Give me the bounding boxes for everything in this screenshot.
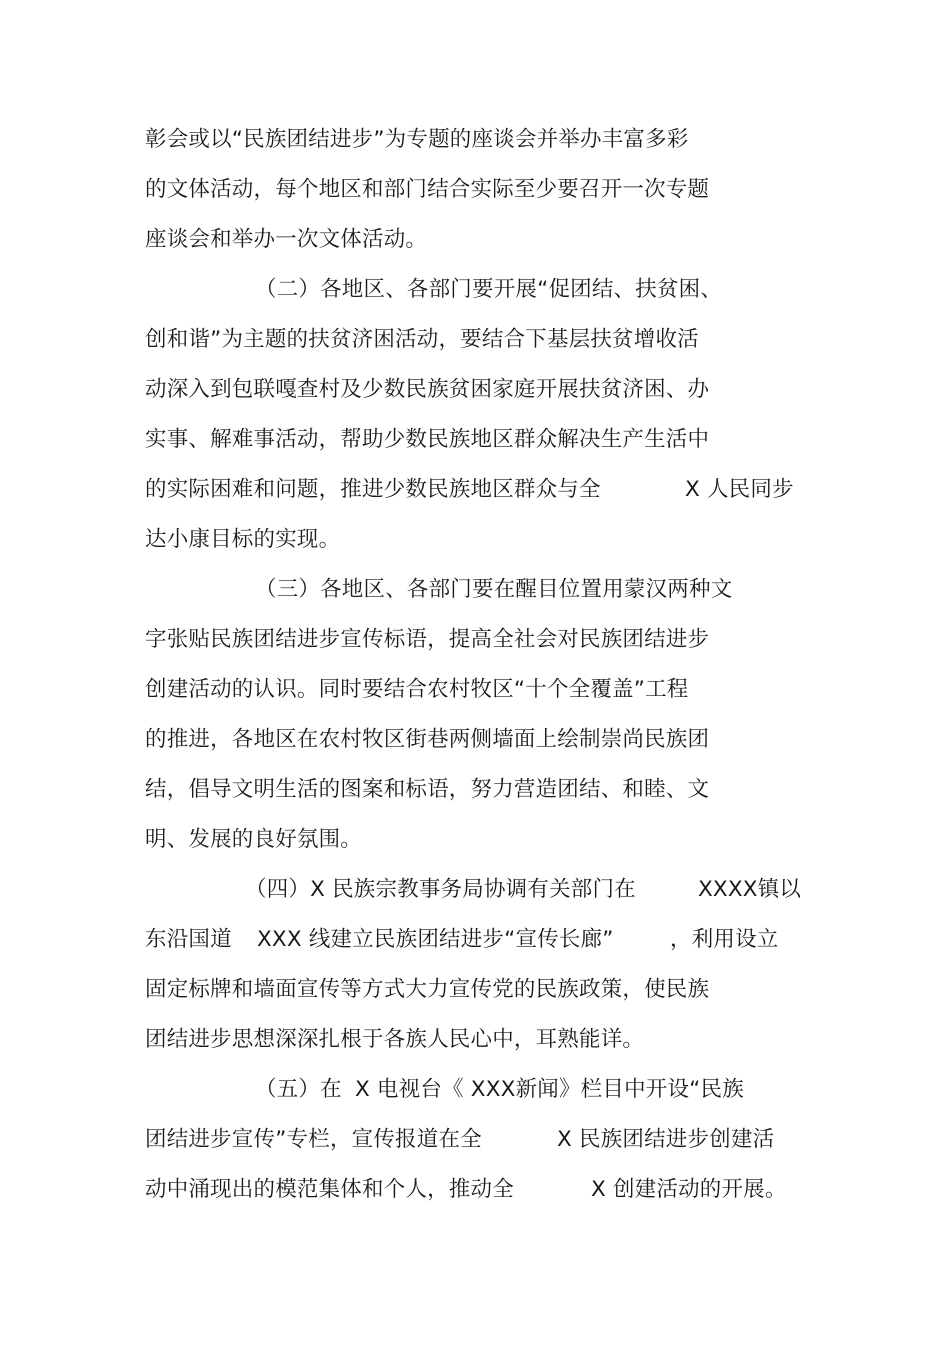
paragraph-4-line-2 bbox=[145, 925, 779, 955]
text-run: X 电视台《 XXX新闻》栏目中开设“民族 bbox=[355, 1077, 744, 1102]
paragraph-5-line-2 bbox=[145, 1125, 775, 1155]
text-run: 团结进步宣传”专栏，宣传报道在全 bbox=[145, 1127, 482, 1152]
paragraph-3-line-2 bbox=[145, 625, 710, 655]
text-run: 的文体活动，每个地区和部门结合实际至少要召开一次专题 bbox=[145, 177, 710, 202]
text-run: X 人民同步 bbox=[685, 477, 794, 502]
paragraph-2-line-5 bbox=[145, 475, 794, 505]
text-run: 实事、解难事活动，帮助少数民族地区群众解决生产生活中 bbox=[145, 427, 710, 452]
text-run: 字张贴民族团结进步宣传标语，提高全社会对民族团结进步 bbox=[145, 627, 710, 652]
text-run: XXXX镇以 bbox=[698, 877, 802, 902]
paragraph-2-line-3 bbox=[145, 375, 710, 405]
paragraph-1-line-2 bbox=[145, 175, 710, 205]
paragraph-3-line-6 bbox=[145, 825, 363, 855]
paragraph-4-line-4 bbox=[145, 1025, 645, 1055]
text-run: 东沿国道 bbox=[145, 927, 232, 952]
text-run: 达小康目标的实现。 bbox=[145, 527, 341, 552]
paragraph-2-line-1 bbox=[145, 275, 723, 305]
text-run: 座谈会和举办一次文体活动。 bbox=[145, 227, 428, 252]
paragraph-2-line-4 bbox=[145, 425, 710, 455]
text-run: 的推进，各地区在农村牧区街巷两侧墙面上绘制崇尚民族团 bbox=[145, 727, 710, 752]
text-run: 彰会或以“民族团结进步”为专题的座谈会并举办丰富多彩 bbox=[145, 127, 689, 152]
paragraph-4-line-3 bbox=[145, 975, 710, 1005]
text-run: （四）X 民族宗教事务局协调有关部门在 bbox=[245, 877, 636, 902]
text-run: 团结进步思想深深扎根于各族人民心中，耳熟能详。 bbox=[145, 1027, 645, 1052]
text-run: 结，倡导文明生活的图案和标语，努力营造团结、和睦、文 bbox=[145, 777, 710, 802]
paragraph-3-line-3 bbox=[145, 675, 689, 705]
paragraph-3-line-1 bbox=[145, 575, 733, 605]
text-run: （五）在 bbox=[255, 1077, 342, 1102]
paragraph-1-line-3 bbox=[145, 225, 428, 255]
paragraph-5-line-1 bbox=[145, 1075, 744, 1105]
paragraph-2-line-6 bbox=[145, 525, 341, 555]
paragraph-3-line-5 bbox=[145, 775, 710, 805]
paragraph-1-line-1 bbox=[145, 125, 689, 155]
paragraph-5-line-3 bbox=[145, 1175, 787, 1205]
text-run: 动深入到包联嘎查村及少数民族贫困家庭开展扶贫济困、办 bbox=[145, 377, 710, 402]
paragraph-2-line-2 bbox=[145, 325, 699, 355]
text-run: 固定标牌和墙面宣传等方式大力宣传党的民族政策，使民族 bbox=[145, 977, 710, 1002]
text-run: 动中涌现出的模范集体和个人，推动全 bbox=[145, 1177, 514, 1202]
text-run: 的实际困难和问题，推进少数民族地区群众与全 bbox=[145, 477, 601, 502]
text-run: 明、发展的良好氛围。 bbox=[145, 827, 363, 852]
text-run: ，利用设立 bbox=[670, 927, 779, 952]
paragraph-4-line-1 bbox=[145, 875, 802, 905]
paragraph-3-line-4 bbox=[145, 725, 710, 755]
text-run: （三）各地区、各部门要在醒目位置用蒙汉两种文 bbox=[255, 577, 733, 602]
text-run: XXX 线建立民族团结进步“宣传长廊” bbox=[257, 927, 614, 952]
text-run: X 民族团结进步创建活 bbox=[557, 1127, 775, 1152]
text-run: X 创建活动的开展。 bbox=[591, 1177, 787, 1202]
text-run: 创建活动的认识。同时要结合农村牧区“十个全覆盖”工程 bbox=[145, 677, 689, 702]
text-run: （二）各地区、各部门要开展“促团结、扶贫困、 bbox=[255, 277, 723, 302]
text-run: 创和谐”为主题的扶贫济困活动，要结合下基层扶贫增收活 bbox=[145, 327, 699, 352]
